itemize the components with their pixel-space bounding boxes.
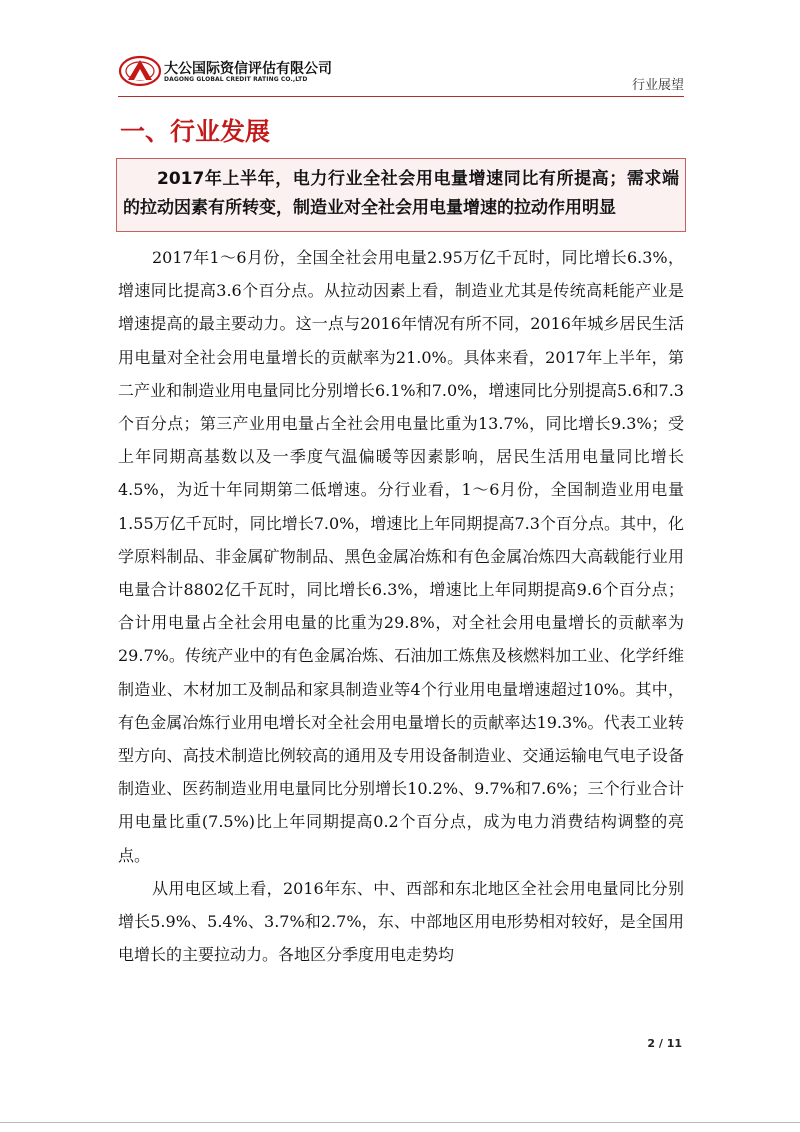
company-name-cn: 大公国际资信评估有限公司 [164,61,332,77]
header-divider [118,96,684,97]
body-text [118,241,684,971]
section-heading: 一、行业发展 [120,117,271,146]
dagong-logo-icon [118,54,162,88]
summary-box [116,158,686,232]
summary-text: 2017年上半年，电力行业全社会用电量增速同比有所提高；需求端的拉动因素有所转变，制造业对全社会用电量增速的拉动作用明显 [123,169,679,218]
paragraph-1: 2017年1～6月份，全国全社会用电量2.95万亿千瓦时，同比增长6.3%，增速同比提高3.6个百分点。从拉动因素上看，制造业尤其是传统高耗能产业是增速提高的最主要动力。这一点与2016年情况有所不同，2016年城乡居民生活用电量对全社会用电量增长的贡献率为21.0%。具体来看，2017年上半年，第二产业和制造业用电量同比分别增长6.1%和7.0%，增速同比分别提高5.6和7.3个百分点；第三产业用电量占全社会用电量比重为13.7%，同比增长9.3%；受上年同期高基数以及一季度气温偏暖等因素影响，居民生活用电量同比增长4.5%，为近十年同期第二低增速。分行业看，1～6月份，全国制造业用电量1.55万亿千瓦时，同比增长7.0%，增速比上年同期提高7.3个百分点。其中，化学原料制品、非金属矿物制品、黑色金属冶炼和有色金属冶炼四大高载能行业用电量合计8802亿千瓦时，同比增长6.3%，增速比上年同期提高9.6个百分点；合计用电量占全社会用电量的比重为29.8%，对全社会用电量增长的贡献率为29.7%。传统产业中的有色金属冶炼、石油加工炼焦及核燃料加工业、化学纤维制造业、木材加工及制品和家具制造业等4个行业用电量增速超过10%。其中，有色金属冶炼行业用电增长对全社会用电量增长的贡献率达19.3%。代表工业转型方向、高技术制造比例较高的通用及专用设备制造业、交通运输电气电子设备制造业、医药制造业用电量同比分别增长10.2%、9.7%和7.6%；三个行业合计用电量比重(7.5%)比上年同期提高0.2个百分点，成为电力消费结构调整的亮点。 [118,248,684,865]
paragraph-2: 从用电区域上看，2016年东、中、西部和东北地区全社会用电量同比分别增长5.9%、5.4%、3.7%和2.7%，东、中部地区用电形势相对较好，是全国用电增长的主要拉动力。各地区分季度用电走势均 [118,878,684,965]
footer-divider [0,1122,800,1123]
company-name-en: DAGONG GLOBAL CREDIT RATING CO.,LTD [164,76,308,83]
page-header [118,54,684,98]
section-label: 行业展望 [631,78,684,93]
page-number: 2 / 11 [647,1037,682,1050]
